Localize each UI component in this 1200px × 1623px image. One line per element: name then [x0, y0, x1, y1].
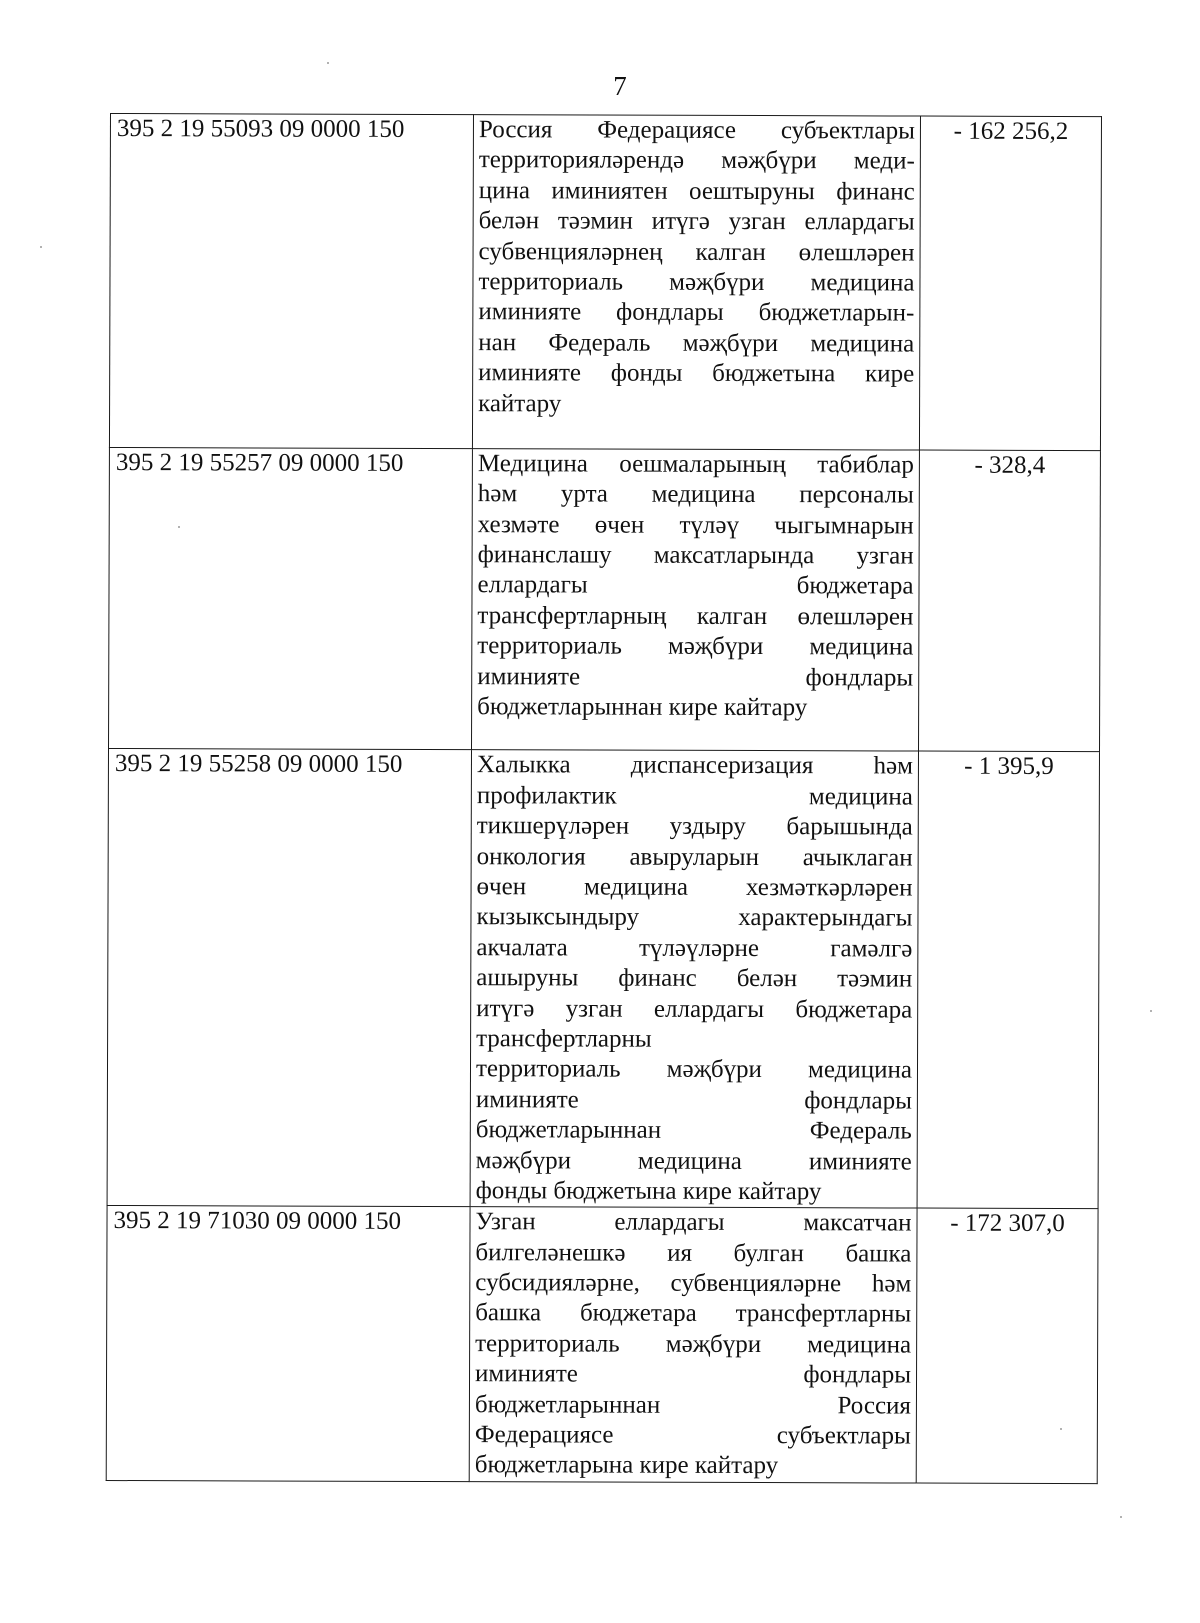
description-line: цина иминиятен оештыруны финанс: [478, 176, 915, 206]
description-line: Узган еллардагы максатчан: [475, 1208, 912, 1237]
table-row: [109, 447, 1101, 752]
description-line: тикшерүләрен уздыру барышында: [476, 812, 913, 841]
scan-speck: [1060, 1428, 1062, 1430]
description-line: еллардагы бюджетара: [477, 571, 914, 600]
scan-speck: [1120, 1516, 1122, 1518]
amount-value: - 328,4: [974, 451, 1046, 479]
page-number: 7: [613, 71, 627, 101]
description-line: профилактик медицина: [476, 781, 913, 811]
description-cell: [469, 1207, 917, 1483]
budget-code: 395 2 19 55258 09 0000 150: [114, 750, 403, 779]
description-line: территорияләрендә мәҗбүри меди-: [478, 146, 915, 175]
description-line: өчен медицина хезмәткәрләрен: [476, 873, 913, 902]
description-line: кызыксындыру характерындагы: [476, 903, 913, 932]
description-line: ашыруны финанс белән тәэмин: [476, 964, 913, 993]
description-line: билгеләнешкә ия булган башка: [475, 1238, 912, 1268]
description-line: итүгә узган еллардагы бюджетара: [476, 994, 913, 1024]
description-cell: [472, 115, 920, 450]
description-line: иминияте фонды бюджетына кире: [478, 359, 915, 388]
description-line: Федерациясе субъектлары: [474, 1421, 911, 1450]
table-row: [107, 749, 1099, 1209]
scan-speck: [40, 246, 42, 248]
description-cell: [470, 750, 918, 1208]
description-line: акчалата түләүләрне гамәлгә: [476, 933, 913, 963]
description-line: Россия Федерациясе субъектлары: [478, 116, 915, 145]
description-cell: [472, 449, 920, 752]
budget-code-cell: [109, 447, 473, 750]
description-line: хезмәте өчен түләү чыгымнарын: [477, 510, 914, 540]
description-line: Халыкка диспансеризация һәм: [476, 751, 913, 780]
description-line: иминияте фондлары: [474, 1360, 912, 1389]
description-line: субвенцияләрнең калган өлешләрен: [478, 237, 915, 267]
description-line: кайтару: [478, 389, 562, 417]
description-line: иминияте фондлары: [475, 1085, 912, 1115]
description-line: бюджетларына кире кайтару: [474, 1451, 779, 1480]
amount-value: - 162 256,2: [953, 117, 1069, 146]
scan-speck: [327, 62, 329, 64]
budget-code-cell: [109, 114, 473, 449]
description-line: нан Федераль мәҗбүри медицина: [478, 328, 915, 358]
description-line: финанслашу максатларында узган: [477, 541, 914, 570]
amount-value: - 172 307,0: [950, 1209, 1065, 1238]
description-line: субсидияләрне, субвенцияләрне һәм: [475, 1269, 912, 1298]
description-line: мәҗбүри медицина иминияте: [475, 1146, 912, 1176]
scan-speck: [178, 526, 180, 528]
amount-cell: [916, 1208, 1098, 1483]
description-line: бюджетларыннан Россия: [474, 1390, 911, 1420]
description-line: территориаль мәҗбүри медицина: [475, 1055, 913, 1084]
budget-table: [106, 113, 1102, 1484]
description-line: һәм урта медицина персоналы: [477, 480, 914, 509]
description-line: онкология авыруларын ачыклаган: [476, 842, 913, 872]
budget-code-cell: [107, 749, 471, 1207]
budget-code: 395 2 19 55093 09 0000 150: [116, 115, 405, 143]
amount-value: - 1 395,9: [964, 753, 1054, 781]
description-line: трансфертларның калган өлешләрен: [477, 602, 914, 631]
description-line: Медицина оешмаларының табиблар: [477, 450, 914, 479]
description-line: фонды бюджетына кире кайтару: [475, 1177, 822, 1206]
table-row: [109, 114, 1101, 451]
description-line: территориаль мәҗбүри медицина: [477, 632, 914, 661]
budget-code-cell: [106, 1206, 470, 1482]
description-line: башка бюджетара трансфертларны: [475, 1299, 912, 1328]
budget-code: 395 2 19 55257 09 0000 150: [115, 448, 404, 477]
description-line: бюджетларыннан Федераль: [475, 1116, 912, 1145]
description-line: территориаль мәҗбүри медицина: [475, 1329, 912, 1359]
description-line: иминияте фондлары: [477, 662, 914, 692]
scan-speck: [1150, 1010, 1152, 1012]
description-line: иминияте фондлары бюджетларын-: [478, 298, 915, 327]
amount-cell: [918, 450, 1100, 752]
description-line: территориаль мәҗбүри медицина: [478, 268, 915, 297]
description-line: трансфертларны: [476, 1025, 652, 1053]
budget-code: 395 2 19 71030 09 0000 150: [113, 1207, 402, 1236]
description-line: белән тәэмин итүгә узган еллардагы: [478, 207, 915, 236]
amount-cell: [917, 751, 1099, 1208]
description-line: бюджетларыннан кире кайтару: [477, 693, 808, 722]
amount-cell: [919, 116, 1101, 450]
table-row: [106, 1206, 1098, 1484]
